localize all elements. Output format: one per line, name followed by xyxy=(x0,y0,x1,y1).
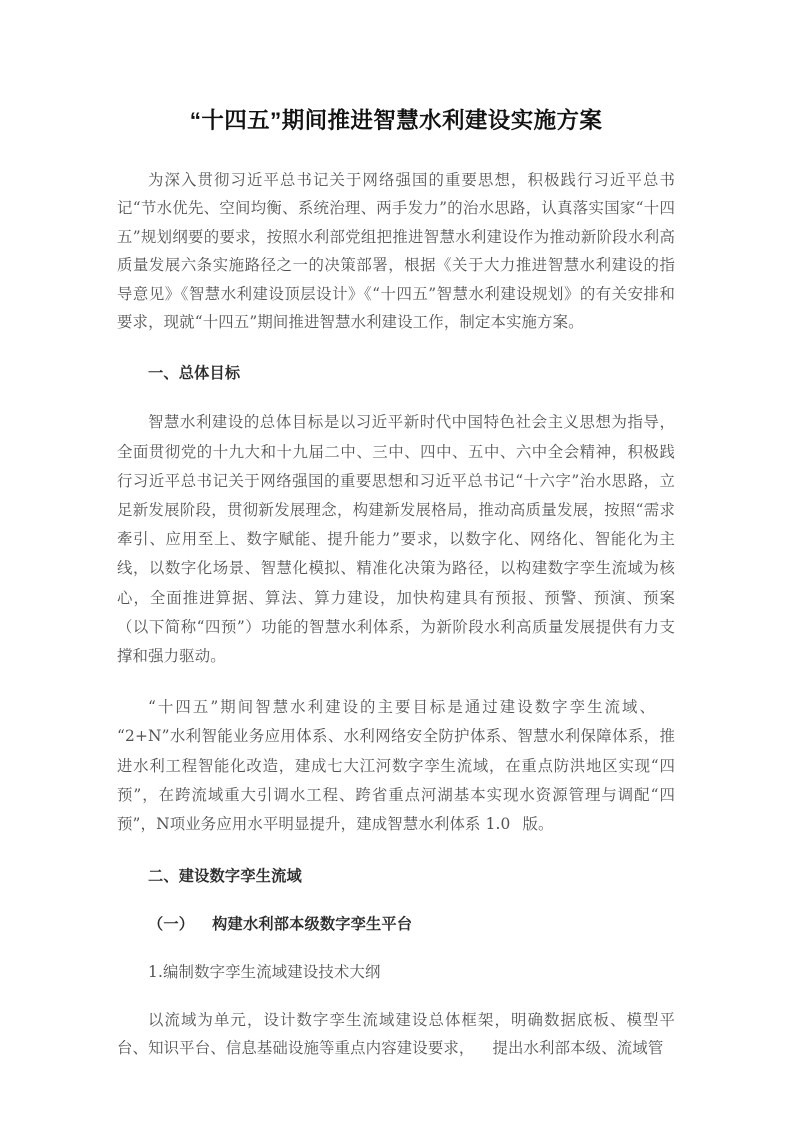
spacer-after-title xyxy=(117,136,675,166)
spacer-after-subsection-heading xyxy=(117,939,675,958)
document-content xyxy=(117,0,675,1063)
section-heading-digital-twin-basin: 二、建设数字孪生流域 xyxy=(148,868,302,886)
section-one-paragraph-2 xyxy=(117,693,675,839)
spacer-between-paragraphs xyxy=(117,671,675,693)
page-title: “十四五”期间推进智慧水利建设实施方案 xyxy=(189,108,603,133)
item-heading-technical-outline: 1.编制数字孪生流域建设技术大纲 xyxy=(148,963,381,982)
subsection-heading-ministry-platform xyxy=(117,910,675,939)
item-1-paragraph xyxy=(117,1006,675,1063)
spacer-after-item-heading xyxy=(117,987,675,1006)
item-1-segment-b: 提出水利部本级、流域管 xyxy=(492,1039,664,1058)
section-one-paragraph-1: 智慧水利建设的总体目标是以习近平新时代中国特色社会主义思想为指导，全面贯彻党的十九大和十九届二中、三中、四中、五中、六中全会精神，积极践行习近平总书记关于网络强国的重要思想和习近平总书记“十六字”治水思路，立足新发展阶段，贯彻新发展理念，构建新发展格局，推动高质量发展，按照“需求牽引、应用至上、数字赋能、提升能力”要求，以数字化、网络化、智能化为主线，以数字化场景、智慧化模拟、精准化决策为路径，以构建数字孪生流域为核心，全面推进算据、算法、算力建设，加快构建具有预报、预警、预演、预案（以下简称“四预”）功能的智慧水利体系，为新阶段水利高质量发展提供有力支撑和强力驱动。 xyxy=(117,413,675,666)
paragraph-2-segment-c: 版。 xyxy=(522,815,554,834)
paragraph-2-segment-a: “十四五”期间智慧水利建设的主要目标是通过建设数字孪生流域、 xyxy=(148,698,657,717)
section-heading-overall-goals: 一、总体目标 xyxy=(148,365,241,383)
paragraph-2-segment-b: “2+N”水利智能业务应用体系、水利网络安全防护体系、智慧水利保障体系，推进水利工程智能化改造，建成七大江河数字孪生流域，在重点防洪地区实现“四预”，在跨流域重大引调水工程、跨省重点河湖基本实现水资源管理与调配“四预”，N项业务应用水平明显提升，建成智慧水利体系 1.0 xyxy=(117,727,675,834)
intro-paragraph: 为深入贯彻习近平总书记关于网络强国的重要思想，积极践行习近平总书记“节水优先、空间均衡、系统治理、两手发力”的治水思路，认真落实国家“十四五”规划纲要的要求，按照水利部党组把推进智慧水利建设作为推动新阶段水利高质量发展六条实施路径之一的决策部署，根据《关于大力推进智慧水利建设的指导意见》《智慧水利建设顶层设计》《“十四五”智慧水利建设规划》的有关安排和要求，现就“十四五”期间推进智慧水利建设工作，制定本实施方案。 xyxy=(117,171,675,332)
spacer-after-section-one-heading xyxy=(117,388,675,408)
subsection-number-label: （一） xyxy=(148,916,195,934)
spacer-before-section-two xyxy=(117,839,675,862)
spacer-after-section-two-heading xyxy=(117,891,675,910)
spacer-before-section-one xyxy=(117,336,675,359)
subsection-title-text: 构建水利部本级数字孪生平台 xyxy=(212,916,413,934)
item-1-segment-a: 以流域为单元，设计数字孪生流域建设总体框架，明确数据底板、模型平台、知识平台、信息基础设施等重点内容建设要求， xyxy=(117,1010,675,1058)
